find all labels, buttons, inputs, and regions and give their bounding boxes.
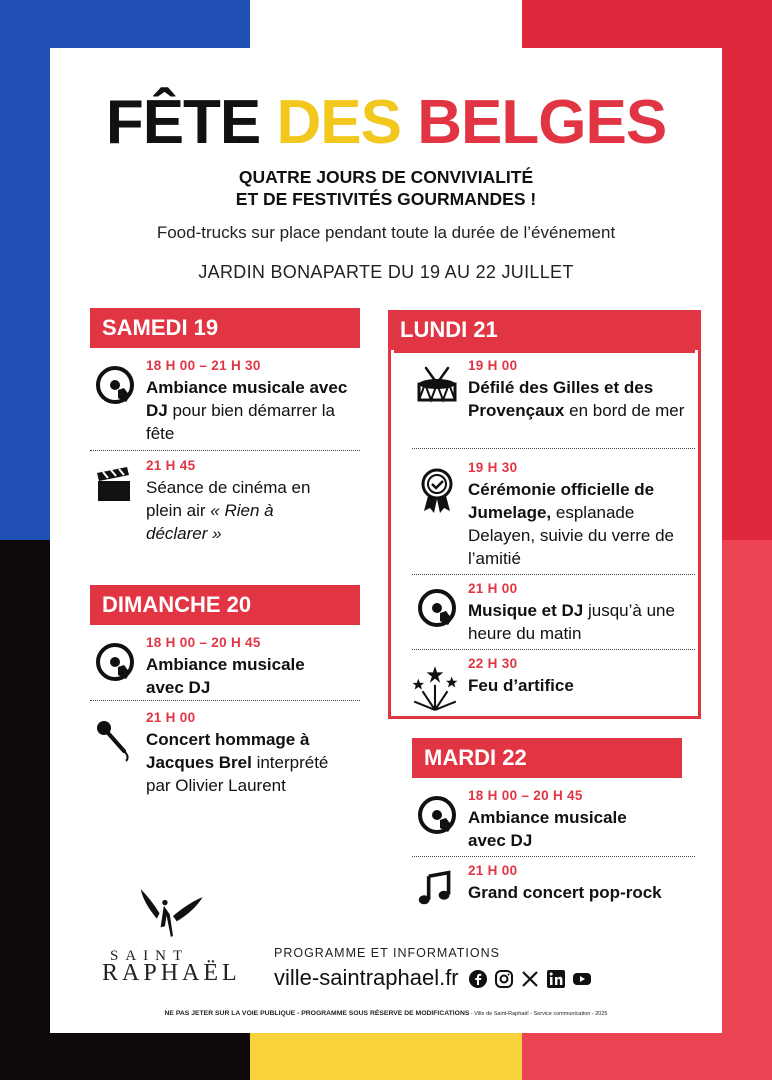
event-description: Défilé des Gilles et des Provençaux en bord de mer [468,378,685,420]
event-time: 22 H 30 [468,656,518,671]
turntable-icon [94,364,136,406]
event-mardi-2 [416,863,696,903]
website-link[interactable]: ville-saintraphael.fr [274,965,459,990]
turntable-icon [94,641,136,683]
title-part-3: BELGES [417,88,667,157]
turntable-icon [416,794,458,836]
music-note-icon [416,869,454,907]
event-description: Concert hommage à Jacques Brel interprété par Olivier Laurent [146,730,329,795]
separator [90,700,360,701]
title-part-2: DES [276,88,401,157]
event-time: 21 H 45 [146,458,196,473]
separator [90,450,360,451]
day-header-dimanche: DIMANCHE 20 [90,585,360,625]
event-lundi-3 [416,581,696,646]
event-description: Grand concert pop-rock [468,883,662,902]
poster-title [50,88,722,158]
event-time: 18 H 00 – 21 H 30 [146,358,261,373]
angel-logo-icon [138,881,208,951]
food-trucks-note: Food-trucks sur place pendant toute la durée de l’événement [156,223,616,242]
separator [412,856,695,857]
event-dimanche-1 [94,635,364,695]
poster-card [50,48,722,1033]
event-time: 21 H 00 [468,581,518,596]
event-time: 18 H 00 – 20 H 45 [468,788,583,803]
social-icons [468,969,592,991]
separator [412,448,695,449]
event-description: Feu d’artifice [468,676,574,695]
microphone-icon [94,716,136,764]
event-time: 18 H 00 – 20 H 45 [146,635,261,650]
separator [412,649,695,650]
event-time: 19 H 30 [468,460,518,475]
venue-dates: JARDIN BONAPARTE DU 19 AU 22 JUILLET [198,262,574,282]
fireworks-icon [410,662,460,712]
facebook-icon[interactable] [468,969,488,989]
logo-saint: SAINT [110,948,190,964]
logo-raphael: RAPHAËL [102,960,241,986]
x-icon[interactable] [520,969,540,989]
event-description: Cérémonie officielle de Jumelage, esplanade Delayen, suivie du verre de l’amitié [468,480,675,568]
title-part-1: FÊTE [105,88,261,157]
event-description: Ambiance musicale avec DJ [468,808,627,850]
event-description: Séance de cinéma en plein air « Rien à déclarer » [146,478,311,543]
event-lundi-2 [416,460,696,570]
event-description: Ambiance musicale avec DJ [146,655,305,697]
subtitle [50,166,722,210]
event-dimanche-2 [94,710,364,800]
linkedin-icon[interactable] [546,969,566,989]
subtitle-line-1: QUATRE JOURS DE CONVIVIALITÉ [238,167,534,187]
event-description: Ambiance musicale avec DJ pour bien démarrer la fête [146,378,348,443]
day-header-mardi: MARDI 22 [412,738,682,778]
event-time: 21 H 00 [468,863,518,878]
event-lundi-1 [416,358,696,443]
clapperboard-icon [94,464,136,506]
event-samedi-1 [94,358,364,448]
event-time: 19 H 00 [468,358,518,373]
turntable-icon [416,587,458,629]
day-header-samedi: SAMEDI 19 [90,308,360,348]
event-description: Musique et DJ jusqu’à une heure du matin [468,601,675,643]
separator [412,574,695,575]
youtube-icon[interactable] [572,969,592,989]
drum-icon [416,364,458,406]
event-samedi-2 [94,458,364,548]
subtitle-line-2: ET DE FESTIVITÉS GOURMANDES ! [235,189,537,209]
lundi-header-underline [394,350,695,353]
instagram-icon[interactable] [494,969,514,989]
event-lundi-4 [416,656,696,711]
award-badge-icon [416,466,458,516]
day-header-lundi: LUNDI 21 [388,310,701,350]
programme-label: PROGRAMME ET INFORMATIONS [274,946,500,960]
event-mardi-1 [416,788,696,848]
legal-notice: NE PAS JETER SUR LA VOIE PUBLIQUE - PROGRAMME SOUS RÉSERVE DE MODIFICATIONS - Ville de Saint-Raphaël - Service communication - 2025 [164,1010,608,1017]
event-time: 21 H 00 [146,710,196,725]
